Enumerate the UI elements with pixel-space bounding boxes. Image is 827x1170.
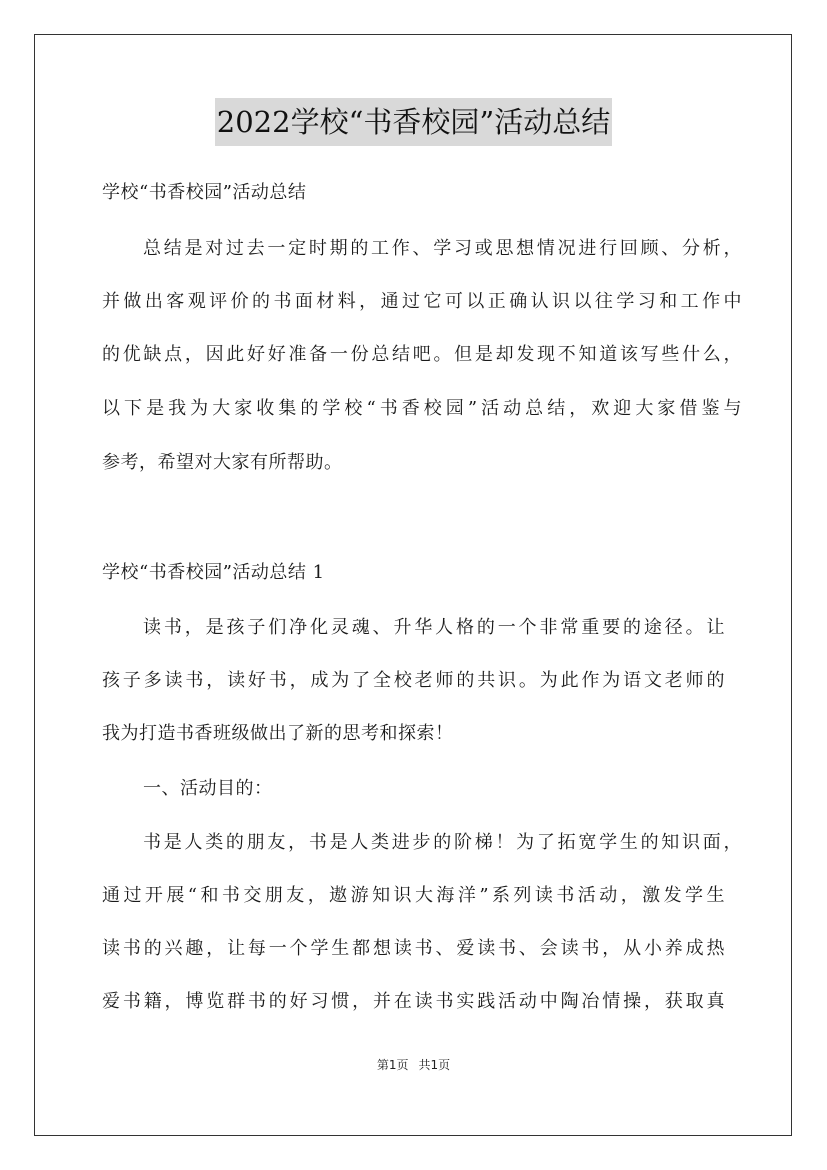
section-1-para-2-line-1: 书是人类的朋友，书是人类进步的阶梯！为了拓宽学生的知识面， [143,832,742,853]
page-footer [0,1057,827,1073]
intro-line-4: 以下是我为大家收集的学校“书香校园”活动总结，欢迎大家借鉴与 [102,398,742,419]
section-1-para-2-line-4: 爱书籍，博览群书的好习惯，并在读书实践活动中陶冶情操，获取真 [102,991,725,1012]
document-subtitle: 学校“书香校园”活动总结 [102,182,307,203]
section-1-heading: 学校“书香校园”活动总结 1 [102,562,325,583]
section-1-para-2-line-2: 通过开展“和书交朋友，遨游知识大海洋”系列读书活动，激发学生 [102,885,725,906]
section-1-subheading: 一、活动目的： [143,778,273,799]
title-container [0,98,827,146]
section-1-para-1-line-3: 我为打造书香班级做出了新的思考和探索！ [102,723,454,744]
intro-line-1: 总结是对过去一定时期的工作、学习或思想情况进行回顾、分析， [143,238,742,259]
section-1-para-1-line-2: 孩子多读书，读好书，成为了全校老师的共识。为此作为语文老师的 [102,670,725,691]
document-title: 2022学校“书香校园”活动总结 [215,98,612,146]
intro-line-5: 参考，希望对大家有所帮助。 [102,452,343,473]
section-1-para-1-line-1: 读书，是孩子们净化灵魂、升华人格的一个非常重要的途径。让 [143,617,725,638]
section-1-para-2-line-3: 读书的兴趣，让每一个学生都想读书、爱读书、会读书，从小养成热 [102,938,725,959]
intro-line-2: 并做出客观评价的书面材料，通过它可以正确认识以往学习和工作中 [102,291,742,312]
page-total: 共1页 [418,1058,451,1072]
intro-line-3: 的优缺点，因此好好准备一份总结吧。但是却发现不知道该写些什么， [102,344,742,365]
page-number: 第1页 [376,1058,409,1072]
